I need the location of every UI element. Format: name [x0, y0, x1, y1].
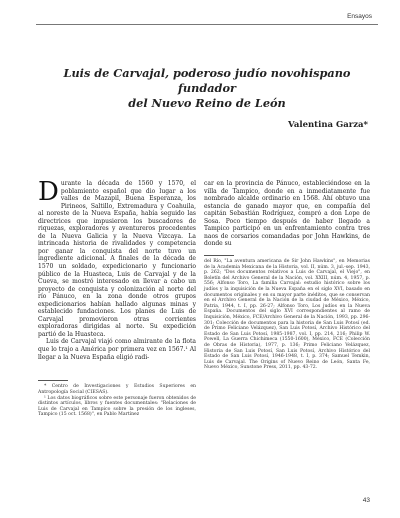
title-line-2: del Nuevo Reino de León: [128, 96, 286, 110]
paragraph-text: urante la década de 1560 y 1570, el poblamiento español que dio lugar a los valles de Mazapil, Buena Esperanza, los Pirineos, Saltillo, Extremadura y Coahuila, al noreste de la Nueva España, había seguido las directrices que impusieron los buscadores de riquezas, exploradores y aventureros procedentes de la Nueva Galicia y la Nueva Vizcaya. La intrincada historia de rivalidades y competencia por ganar la conquista del norte tuvo un ingrediente adicional. A finales de la década de 1570 un soldado, expedicionario y funcionario público de la Huasteca, Luis de Carvajal y de la Cueva, se mostró interesado en llevar a cabo un proyecto de conquista y colonización al norte del río Pánuco, en la zona donde otros grupos expedicionarios habían hallado algunas minas y establecido fundaciones. Los planes de Luis de Carvajal promovieron otras corrientes exploradoras dirigidas al norte. Su expedición partió de la Huasteca.: [38, 180, 196, 338]
body-paragraph: [38, 177, 196, 338]
footnote-affiliation: * Centro de Investigaciones y Estudios Superiores en Antropología Social (CIESAS).: [38, 384, 196, 395]
footnote-divider: [204, 255, 234, 256]
footnotes-left: [38, 384, 196, 419]
section-label: Ensayos: [347, 13, 372, 20]
page-number: 43: [362, 497, 370, 504]
author-name: Valentina Garza*: [288, 120, 368, 130]
article-title: [36, 66, 378, 111]
footnote-continued: del Río, "La aventura americana de Sir John Hawkins", en Memorias de la Academia Mexicana de la Historia, vol. II, núm. 3, jul.-sep. 1943, p. 262; "Dos documentos relativos a Luis de Carvajal, el Viejo", en Boletín del Archivo General de la Nación, vol. XXIII, núm. 4, 1957, p. 556; Alfonso Toro, La familia Carvajal: estudio histórico sobre los judíos y la inquisición de la Nueva España en el siglo XVI, basado en documentos originales y en su mayor parte inéditos, que se conservan en el Archivo General de la Nación de la ciudad de México, México, Patria, 1944, t. I, pp. 26-27; Alfonso Toro, Los judíos en la Nueva España. Documentos del siglo XVI correspondientes al ramo de Inquisición, México, FCE/Archivo General de la Nación, 1993, pp. 296-301; Colección de documentos para la historia de San Luis Potosí (ed. de Primo Feliciano Velázquez), San Luis Potosí, Archivo Histórico del Estado de San Luis Potosí, 1985-1987, vol. I, pp. 214, 216; Philip W. Powell, La Guerra Chichimeca (1550-1600), México, FCE (Colección de Obras de Historia), 1977, p. 136; Primo Feliciano Velázquez, Historia de San Luis Potosí, San Luis Potosí, Archivo Histórico del Estado de San Luis Potosí, 1946-1948, t. I, p. 374; Samuel Temkin, Luis de Carvajal. The Origins of Nuevo Reino de León, Santa Fe, Nuevo México, Sunstone Press, 2011, pp. 43-72.: [204, 259, 370, 371]
body-paragraph: car en la provincia de Pánuco, estableciéndose en la villa de Tampico, donde en a inmediatamente fue nombrado alcalde ordinario en 1568. Ahí obtuvo una estancia de ganado mayor que, en compañía del capitán Sebastián Rodríguez, compró a don Lope de Sosa. Poco tiempo después de haber llegado a Tampico participó en un enfrentamiento contra tres naos de corsarios comandadas por John Hawkins, de donde su: [204, 180, 370, 248]
body-column-right: [204, 180, 370, 248]
footnote-1: ¹ Los datos biográficos sobre este personaje fueron obtenidos de distintos artículos, libros y fuentes documentales: "Relaciones de Luis de Carvajal en Tampico sobre la presión de los ingleses, Tampico (15 oct. 1568)", en Pablo Martínez: [38, 395, 196, 418]
drop-cap: D: [38, 177, 59, 207]
title-line-1: Luis de Carvajal, poderoso judío novohispano fundador: [63, 66, 351, 95]
footnote-divider: [38, 380, 68, 381]
body-paragraph: Luis de Carvajal viajó como almirante de la flota que lo trajo a América por primera vez en 1567.¹ Al llegar a la Nueva España eligió radi-: [38, 338, 196, 361]
body-column-left: [38, 177, 196, 361]
footnotes-right: [204, 259, 370, 371]
running-head: [36, 13, 378, 25]
